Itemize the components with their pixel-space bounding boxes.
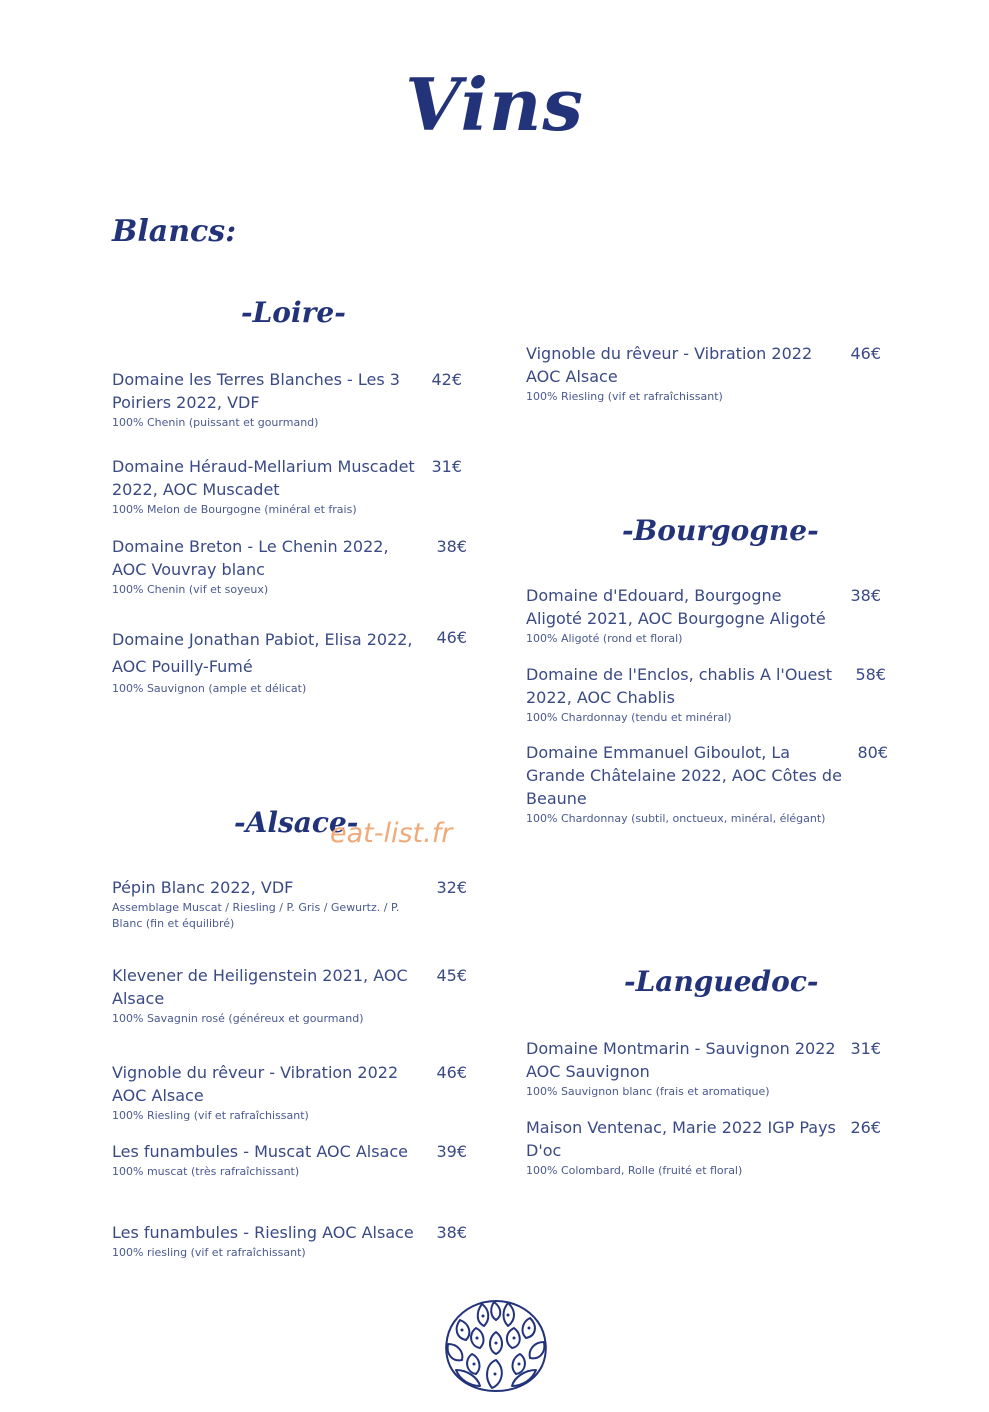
wine-description: 100% Chardonnay (subtil, onctueux, minéral, élégant) xyxy=(526,812,826,825)
region-heading-loire: -Loire- xyxy=(241,296,346,329)
wine-price: 80€ xyxy=(857,743,888,762)
wine-price: 31€ xyxy=(431,457,462,476)
wine-name: Domaine Emmanuel Giboulot, La Grande Châtelaine 2022, AOC Côtes de Beaune xyxy=(526,743,842,808)
wine-price: 46€ xyxy=(436,628,467,647)
wine-price: 39€ xyxy=(436,1142,467,1161)
page-title: Vins xyxy=(405,62,584,147)
wine-name: Maison Ventenac, Marie 2022 IGP Pays D'oc xyxy=(526,1118,836,1160)
wine-name: Vignoble du rêveur - Vibration 2022 AOC Alsace xyxy=(526,344,813,386)
wine-item xyxy=(112,1140,467,1180)
wine-description: 100% Sauvignon blanc (frais et aromatique) xyxy=(526,1085,770,1098)
wine-name: Domaine Montmarin - Sauvignon 2022 AOC Sauvignon xyxy=(526,1039,836,1081)
wine-item xyxy=(112,626,467,697)
region-heading-bourgogne: -Bourgogne- xyxy=(622,514,819,547)
wine-item xyxy=(526,1116,881,1179)
wine-name: Domaine Héraud-Mellarium Muscadet 2022, AOC Muscadet xyxy=(112,457,415,499)
wine-description: 100% riesling (vif et rafraîchissant) xyxy=(112,1246,306,1259)
wine-price: 26€ xyxy=(850,1118,881,1137)
wine-item xyxy=(526,342,881,405)
wine-description: 100% Aligoté (rond et floral) xyxy=(526,632,683,645)
wine-price: 32€ xyxy=(436,878,467,897)
wine-item xyxy=(112,1221,467,1261)
wine-item xyxy=(526,663,886,726)
wine-name: Domaine les Terres Blanches - Les 3 Poiriers 2022, VDF xyxy=(112,370,400,412)
wine-description: Assemblage Muscat / Riesling / P. Gris / Gewurtz. / P. Blanc (fin et équilibré) xyxy=(112,901,400,930)
wine-description: 100% Chenin (vif et soyeux) xyxy=(112,583,269,596)
wine-name: Domaine d'Edouard, Bourgogne Aligoté 2021, AOC Bourgogne Aligoté xyxy=(526,586,826,628)
wine-description: 100% muscat (très rafraîchissant) xyxy=(112,1165,300,1178)
wine-name: Les funambules - Muscat AOC Alsace xyxy=(112,1142,408,1161)
wine-price: 38€ xyxy=(436,537,467,556)
wine-price: 45€ xyxy=(436,966,467,985)
wine-price: 58€ xyxy=(855,665,886,684)
wine-price: 31€ xyxy=(850,1039,881,1058)
wine-item xyxy=(112,964,467,1027)
section-title-blancs: Blancs: xyxy=(112,214,237,249)
wine-description: 100% Colombard, Rolle (fruité et floral) xyxy=(526,1164,743,1177)
wine-description: 100% Melon de Bourgogne (minéral et frais) xyxy=(112,503,357,516)
wine-price: 38€ xyxy=(436,1223,467,1242)
wine-item xyxy=(112,1061,467,1124)
wine-description: 100% Chardonnay (tendu et minéral) xyxy=(526,711,732,724)
region-heading-languedoc: -Languedoc- xyxy=(624,965,819,998)
wine-description: 100% Chenin (puissant et gourmand) xyxy=(112,416,319,429)
wine-item xyxy=(526,741,888,827)
wine-item xyxy=(526,584,881,647)
watermark: eat-list.fr xyxy=(330,818,453,849)
wine-item xyxy=(526,1037,881,1100)
wine-item xyxy=(112,876,467,932)
wine-description: 100% Savagnin rosé (généreux et gourmand) xyxy=(112,1012,364,1025)
wine-price: 42€ xyxy=(431,370,462,389)
wine-name: Pépin Blanc 2022, VDF xyxy=(112,878,294,897)
garlic-bulb-icon xyxy=(442,1298,550,1394)
region-heading-alsace: -Alsace- xyxy=(234,806,359,839)
wine-description: 100% Sauvignon (ample et délicat) xyxy=(112,682,307,695)
wine-description: 100% Riesling (vif et rafraîchissant) xyxy=(112,1109,309,1122)
wine-name: Domaine de l'Enclos, chablis A l'Ouest 2022, AOC Chablis xyxy=(526,665,833,707)
wine-price: 46€ xyxy=(436,1063,467,1082)
wine-item xyxy=(112,368,462,431)
wine-price: 38€ xyxy=(850,586,881,605)
wine-description: 100% Riesling (vif et rafraîchissant) xyxy=(526,390,723,403)
wine-name: Vignoble du rêveur - Vibration 2022 AOC Alsace xyxy=(112,1063,399,1105)
wine-name: Domaine Breton - Le Chenin 2022, AOC Vouvray blanc xyxy=(112,537,389,579)
wine-item xyxy=(112,535,467,598)
wine-item xyxy=(112,455,462,518)
wine-name: Klevener de Heiligenstein 2021, AOC Alsace xyxy=(112,966,408,1008)
wine-name: Les funambules - Riesling AOC Alsace xyxy=(112,1223,414,1242)
wine-name: Domaine Jonathan Pabiot, Elisa 2022, AOC Pouilly-Fumé xyxy=(112,630,413,676)
wine-price: 46€ xyxy=(850,344,881,363)
